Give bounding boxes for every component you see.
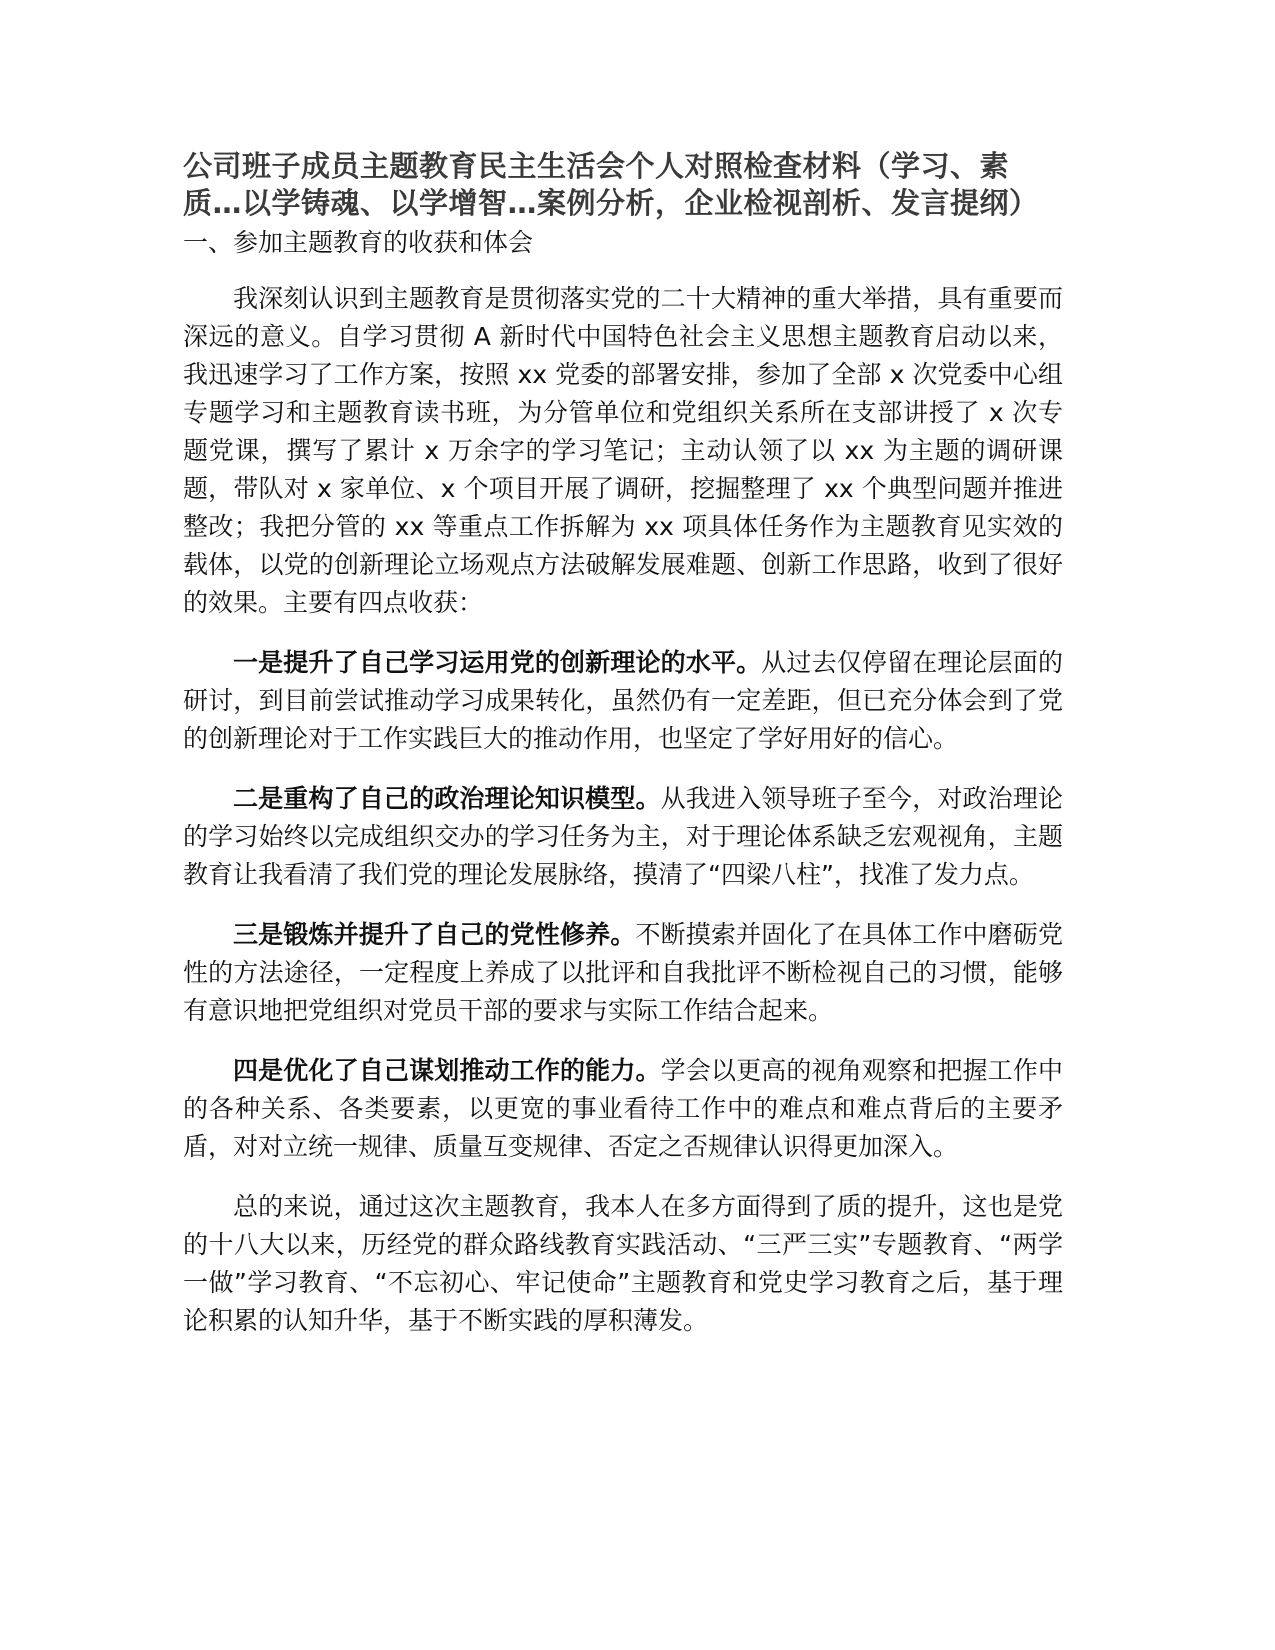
point-body-3: 不断摸索并固化了在具体工作中磨砺党性的方法途径，一定程度上养成了以批评和自我批评不断检视自己的习惯，能够有意识地把党组织对党员干部的要求与实际工作结合起来。 [183,920,1063,1025]
point-paragraph-4 [183,1052,1063,1166]
point-lead-2: 二是重构了自己的政治理论知识模型。 [233,784,661,813]
conclusion-paragraph: 总的来说，通过这次主题教育，我本人在多方面得到了质的提升，这也是党的十八大以来，历经党的群众路线教育实践活动、“三严三实”专题教育、“两学一做”学习教育、“不忘初心、牢记使命”主题教育和党史学习教育之后，基于理论积累的认知升华，基于不断实践的厚积薄发。 [183,1192,1063,1335]
point-paragraph-1 [183,644,1063,758]
point-lead-1: 一是提升了自己学习运用党的创新理论的水平。 [233,648,762,677]
point-paragraph-2 [183,780,1063,894]
point-paragraph-3 [183,916,1063,1030]
point-lead-4: 四是优化了自己谋划推动工作的能力。 [233,1056,661,1085]
intro-paragraph: 我深刻认识到主题教育是贯彻落实党的二十大精神的重大举措，具有重要而深远的意义。自学习贯彻 A 新时代中国特色社会主义思想主题教育启动以来，我迅速学习了工作方案，按照 xx 党委的部署安排，参加了全部 x 次党委中心组专题学习和主题教育读书班，为分管单位和党组织关系所在支部讲授了 x 次专题党课，撰写了累计 x 万余字的学习笔记；主动认领了以 xx 为主题的调研课题，带队对 x 家单位、x 个项目开展了调研，挖掘整理了 xx 个典型问题并推进整改；我把分管的 xx 等重点工作拆解为 xx 项具体任务作为主题教育见实效的载体，以党的创新理论立场观点方法破解发展难题、创新工作思路，收到了很好的效果。主要有四点收获： [183,284,1063,617]
section-heading: 一、参加主题教育的收获和体会 [183,228,534,257]
point-lead-3: 三是锻炼并提升了自己的党性修养。 [233,920,636,949]
point-body-2: 从我进入领导班子至今，对政治理论的学习始终以完成组织交办的学习任务为主，对于理论体系缺乏宏观视角，主题教育让我看清了我们党的理论发展脉络，摸清了“四梁八柱”，找准了发力点。 [183,784,1063,889]
point-body-4: 学会以更高的视角观察和把握工作中的各种关系、各类要素，以更宽的事业看待工作中的难点和难点背后的主要矛盾，对对立统一规律、质量互变规律、否定之否规律认识得更加深入。 [183,1056,1063,1161]
point-body-1: 从过去仅停留在理论层面的研讨，到目前尝试推动学习成果转化，虽然仍有一定差距，但已充分体会到了党的创新理论对于工作实践巨大的推动作用，也坚定了学好用好的信心。 [183,648,1063,753]
document-title: 公司班子成员主题教育民主生活会个人对照检查材料（学习、素质…以学铸魂、以学增智…案例分析，企业检视剖析、发言提纲） [183,149,1039,220]
document-page [183,148,1063,1340]
